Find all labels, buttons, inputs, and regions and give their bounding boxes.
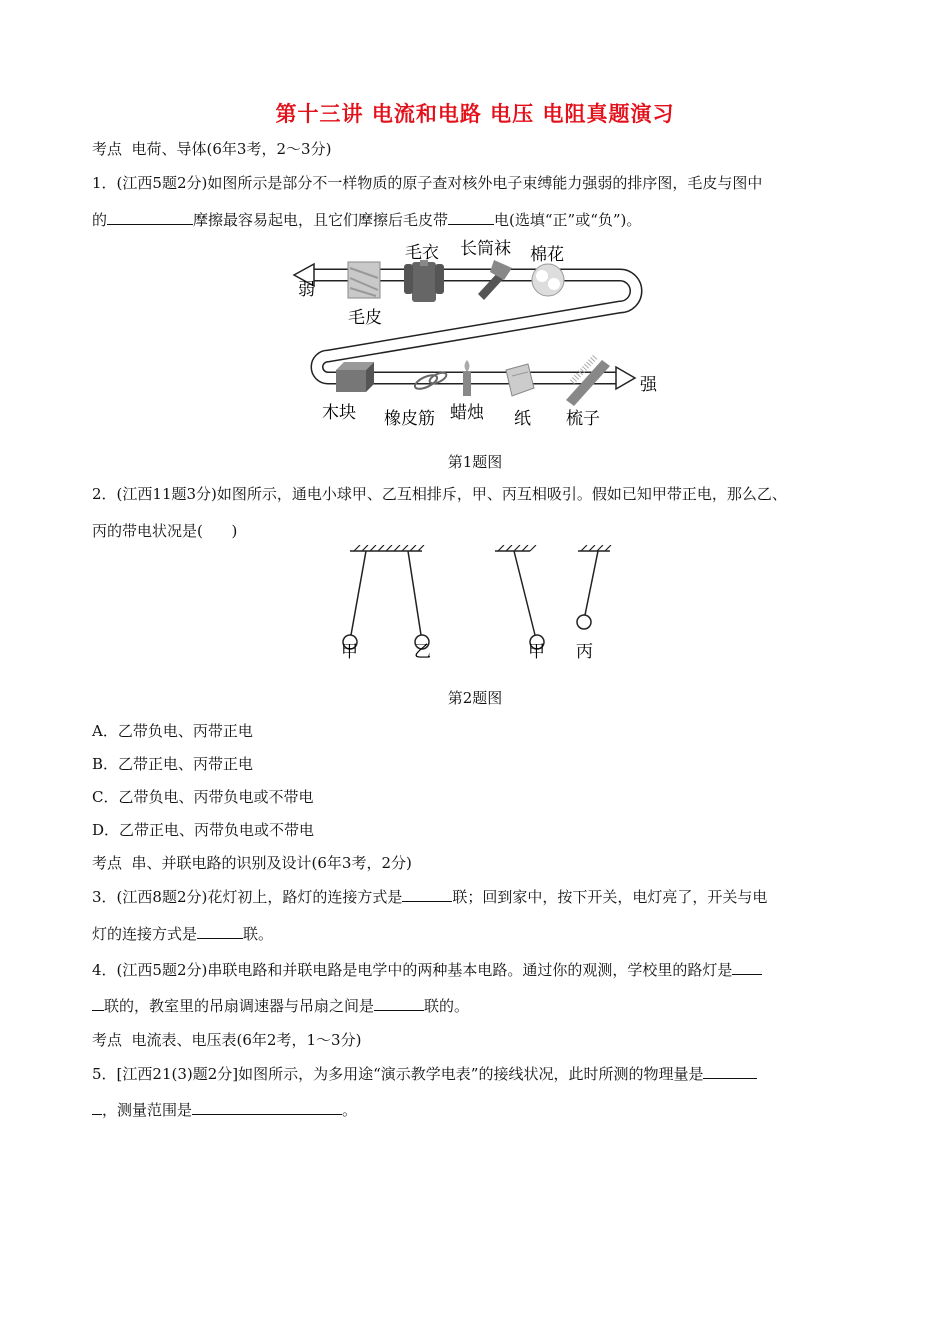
answer-blank <box>197 924 243 939</box>
section-heading-charge: 考点 电荷、导体(6年3考，2～3分) <box>92 140 332 158</box>
answer-blank <box>703 1064 757 1079</box>
question-2-line-1: 2．(江西11题3分)如图所示，通电小球甲、乙互相排斥，甲、丙互相吸引。假如已知甲带正电，那么乙、 <box>92 485 787 503</box>
option-a: A．乙带负电、丙带正电 <box>92 722 253 740</box>
section-heading-meters: 考点 电流表、电压表(6年2考，1～3分) <box>92 1031 362 1049</box>
question-3-line-1: 3．(江西8题2分)花灯初上，路灯的连接方式是 联；回到家中，按下开关，电灯亮了，开关与电 <box>92 888 768 906</box>
rubber-band-label: 橡皮筋 <box>384 409 435 429</box>
triboelectric-series-figure <box>280 232 660 432</box>
paper-image <box>506 364 534 396</box>
label-yi: 乙 <box>414 642 431 660</box>
option-c: C．乙带负电、丙带负电或不带电 <box>92 788 314 806</box>
question-3-line-2: 灯的连接方式是 联。 <box>92 925 274 943</box>
question-4-line-1: 4．(江西5题2分)串联电路和并联电路是电学中的两种基本电路。通过你的观测，学校里的路灯是 <box>92 960 762 980</box>
question-2-line-2: 丙的带电状况是( ) <box>92 522 238 540</box>
answer-blank <box>374 996 424 1011</box>
question-5-line-1: 5．[江西21(3)题2分]如图所示，为多用途“演示教学电表”的接线状况，此时所测的物理量是 <box>92 1064 757 1084</box>
label-jia-left: 甲 <box>341 642 358 660</box>
strong-label: 强 <box>640 375 657 395</box>
stocking-label: 长筒袜 <box>460 239 511 259</box>
answer-blank <box>107 210 193 225</box>
section-heading-circuits: 考点 串、并联电路的识别及设计(6年3考，2分) <box>92 854 412 872</box>
label-bing: 丙 <box>576 642 593 660</box>
question-1-line-2: 的 摩擦最容易起电，且它们摩擦后毛皮带 电(选填“正”或“负”)。 <box>92 211 642 229</box>
answer-blank <box>92 1100 102 1115</box>
wood-block-image <box>336 362 374 392</box>
answer-blank <box>448 210 494 225</box>
cotton-label: 棉花 <box>530 245 564 265</box>
question-4-line-2: 联的，教室里的吊扇调速器与吊扇之间是 联的。 <box>92 996 469 1016</box>
wood-block-label: 木块 <box>322 403 356 423</box>
label-jia-right: 甲 <box>528 642 545 660</box>
figure-2-caption: 第2题图 <box>447 689 503 707</box>
comb-label: 梳子 <box>566 409 600 429</box>
answer-blank <box>402 887 452 902</box>
candle-label: 蜡烛 <box>450 403 484 423</box>
charged-balls-figure <box>330 545 630 660</box>
question-1-line-1: 1．(江西5题2分)如图所示是部分不一样物质的原子查对核外电子束缚能力强弱的排序图，毛皮与图中 <box>92 174 763 192</box>
figure-1-caption: 第1题图 <box>447 453 503 471</box>
paper-label: 纸 <box>514 409 531 429</box>
page-title: 第十三讲 电流和电路 电压 电阻真题演习 <box>275 102 675 126</box>
option-d: D．乙带正电、丙带负电或不带电 <box>92 821 315 839</box>
answer-blank <box>92 996 104 1011</box>
strong-arrowhead <box>616 367 635 389</box>
cotton-image <box>532 264 564 296</box>
sweater-image <box>404 260 444 302</box>
option-b: B．乙带正电、丙带正电 <box>92 755 254 773</box>
answer-blank <box>192 1100 342 1115</box>
candle-image <box>463 360 471 396</box>
question-5-line-2: ，测量范围是 。 <box>92 1100 357 1120</box>
ball-bing <box>577 615 591 629</box>
sweater-label: 毛衣 <box>405 243 439 263</box>
answer-blank <box>732 960 762 975</box>
fur-label: 毛皮 <box>348 308 382 328</box>
weak-label: 弱 <box>298 280 315 300</box>
